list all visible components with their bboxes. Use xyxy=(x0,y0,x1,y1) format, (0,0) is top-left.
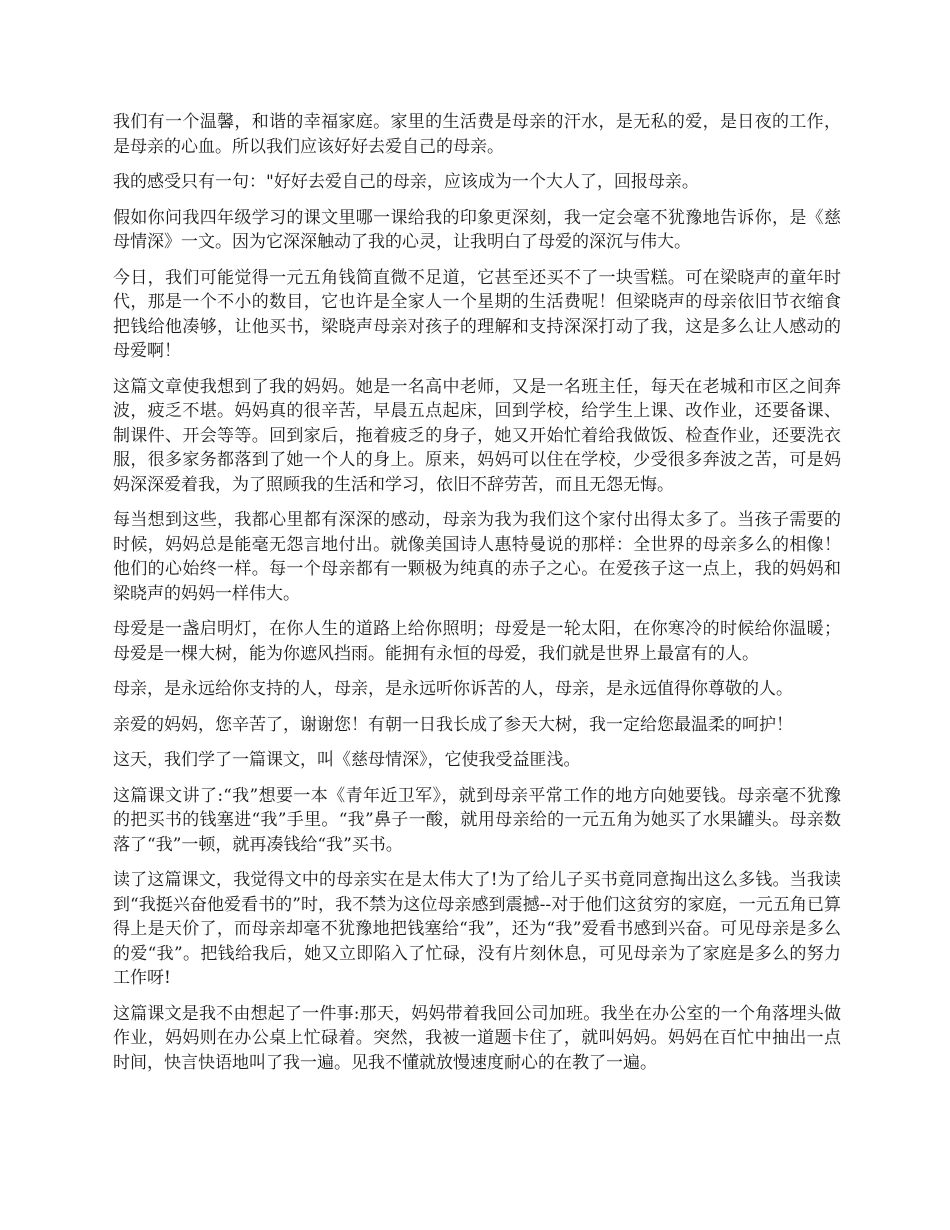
paragraph: 母爱是一盏启明灯，在你人生的道路上给你照明；母爱是一轮太阳，在你寒冷的时候给你温暖；母爱是一棵大树，能为你遮风挡雨。能拥有永恒的母爱，我们就是世界上最富有的人。 xyxy=(113,619,841,664)
paragraph: 读了这篇课文，我觉得文中的母亲实在是太伟大了!为了给儿子买书竟同意掏出这么多钱。当我读到“我挺兴奋他爱看书的”时，我不禁为这位母亲感到震撼--对于他们这贫穷的家庭，一元五角已算得上是天价了，而母亲却毫不犹豫地把钱塞给“我”，还为“我”爱看书感到兴奋。可见母亲是多么的爱“我”。把钱给我后，她又立即陷入了忙碌，没有片刻休息，可见母亲为了家庭是多么的努力工作呀! xyxy=(113,870,841,988)
paragraph: 亲爱的妈妈，您辛苦了，谢谢您！有朝一日我长成了参天大树，我一定给您最温柔的呵护！ xyxy=(113,714,793,735)
paragraph: 母亲，是永远给你支持的人，母亲，是永远听你诉苦的人，母亲，是永远值得你尊敬的人。 xyxy=(113,679,793,699)
paragraph: 我们有一个温馨，和谐的幸福家庭。家里的生活费是母亲的汗水，是无私的爱，是日夜的工作，是母亲的心血。所以我们应该好好去爱自己的母亲。 xyxy=(113,112,841,157)
paragraph: 每当想到这些，我都心里都有深深的感动，母亲为我为我们这个家付出得太多了。当孩子需要的时候，妈妈总是能毫无怨言地付出。就像美国诗人惠特曼说的那样：全世界的母亲多么的相像！他们的心始终一样。每一个母亲都有一颗极为纯真的赤子之心。在爱孩子这一点上，我的妈妈和梁晓声的妈妈一样伟大。 xyxy=(113,510,841,604)
paragraph: 我的感受只有一句："好好去爱自己的母亲，应该成为一个大人了，回报母亲。 xyxy=(113,172,699,192)
paragraph: 今日，我们可能觉得一元五角钱简直微不足道，它甚至还买不了一块雪糕。可在梁晓声的童年时代，那是一个不小的数目，它也许是全家人一个星期的生活费呢！但梁晓声的母亲依旧节衣缩食把钱给他凑够，让他买书，梁晓声母亲对孩子的理解和支持深深打动了我，这是多么让人感动的母爱啊！ xyxy=(113,267,841,361)
paragraph: 这天，我们学了一篇课文，叫《慈母情深》，它使我受益匪浅。 xyxy=(113,750,581,770)
paragraph: 这篇课文是我不由想起了一件事:那天，妈妈带着我回公司加班。我坐在办公室的一个角落埋头做作业，妈妈则在办公桌上忙碌着。突然，我被一道题卡住了，就叫妈妈。妈妈在百忙中抽出一点时间，快言快语地叫了我一遍。见我不懂就放慢速度耐心的在教了一遍。 xyxy=(113,1003,841,1073)
paragraph: 假如你问我四年级学习的课文里哪一课给我的印象更深刻，我一定会毫不犹豫地告诉你，是《慈母情深》一文。因为它深深触动了我的心灵，让我明白了母爱的深沉与伟大。 xyxy=(113,207,841,252)
paragraph: 这篇课文讲了:“我”想要一本《青年近卫军》，就到母亲平常工作的地方向她要钱。母亲毫不犹豫的把买书的钱塞进“我”手里。“我”鼻子一酸，就用母亲给的一元五角为她买了水果罐头。母亲数落了“我”一顿，就再凑钱给“我”买书。 xyxy=(113,785,841,855)
document-page xyxy=(113,110,841,1086)
paragraph: 这篇文章使我想到了我的妈妈。她是一名高中老师，又是一名班主任，每天在老城和市区之间奔波，疲乏不堪。妈妈真的很辛苦，早晨五点起床，回到学校，给学生上课、改作业，还要备课、制课件、开会等等。回到家后，拖着疲乏的身子，她又开始忙着给我做饭、检查作业，还要洗衣服，很多家务都落到了她一个人的身上。原来，妈妈可以住在学校，少受很多奔波之苦，可是妈妈深深爱着我，为了照顾我的生活和学习，依旧不辞劳苦，而且无怨无悔。 xyxy=(113,376,841,495)
